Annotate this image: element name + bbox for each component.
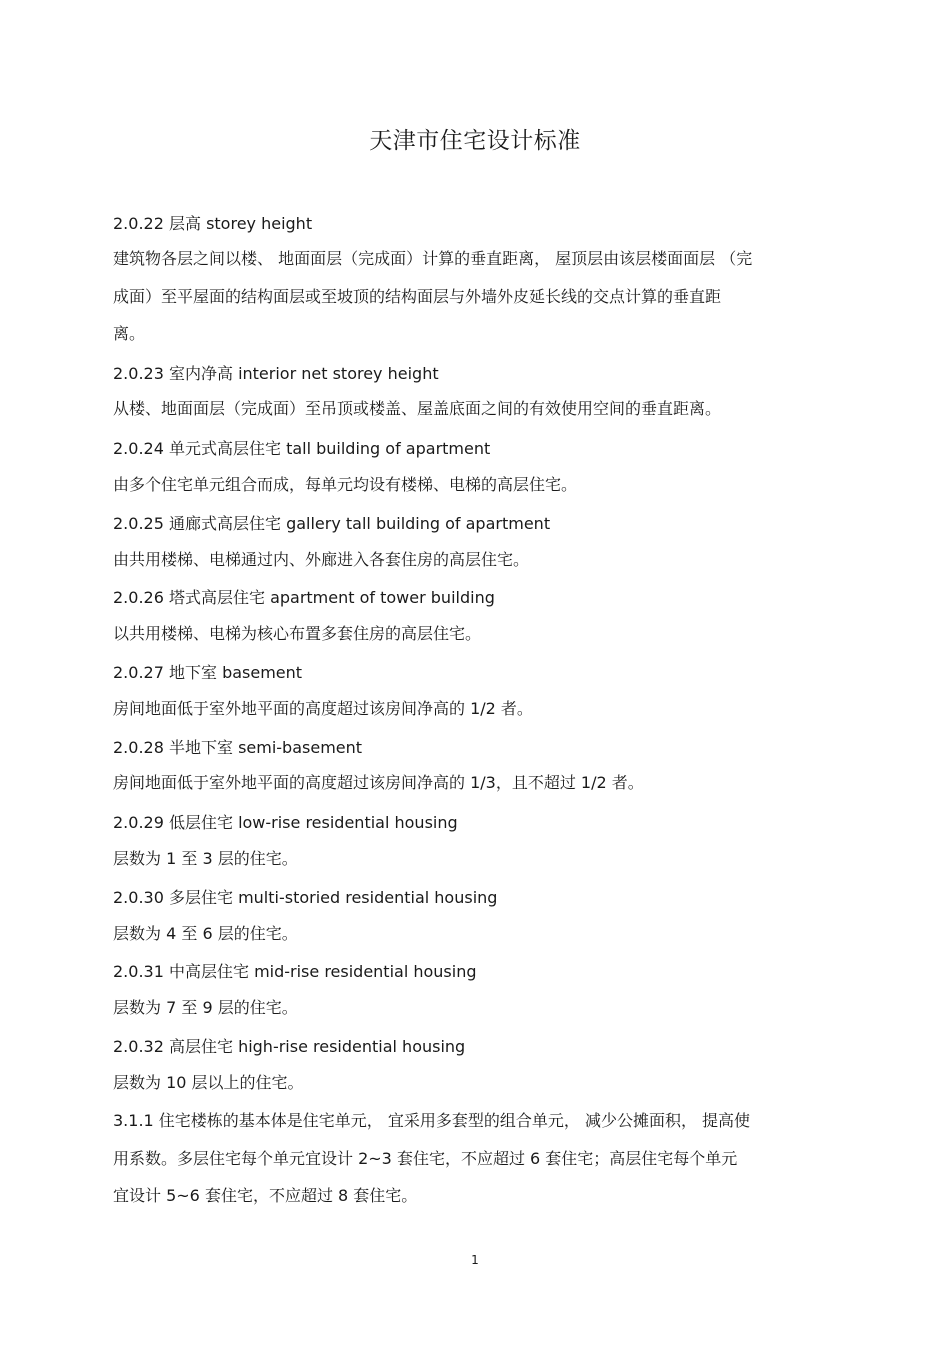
term-heading-2-0-28: 2.0.28 半地下室 semi-basement (113, 738, 363, 757)
term-heading-2-0-23: 2.0.23 室内净高 interior net storey height (113, 364, 439, 383)
term-definition-line: 从楼、地面面层（完成面）至吊顶或楼盖、屋盖底面之间的有效使用空间的垂直距离。 (113, 399, 722, 418)
term-definition-line: 由多个住宅单元组合而成，每单元均设有楼梯、电梯的高层住宅。 (113, 475, 578, 494)
term-heading-2-0-24: 2.0.24 单元式高层住宅 tall building of apartment (113, 439, 491, 458)
term-definition-line: 层数为 7 至 9 层的住宅。 (113, 998, 298, 1017)
term-heading-2-0-27: 2.0.27 地下室 basement (113, 663, 303, 682)
term-heading-2-0-22: 2.0.22 层高 storey height (113, 214, 313, 233)
clause-3-1-1-line: 用系数。多层住宅每个单元宜设计 2~3 套住宅，不应超过 6 套住宅；高层住宅每个单元 (113, 1149, 738, 1168)
term-definition-line: 成面）至平屋面的结构面层或至坡顶的结构面层与外墙外皮延长线的交点计算的垂直距 (113, 287, 722, 306)
term-heading-2-0-29: 2.0.29 低层住宅 low-rise residential housing (113, 813, 458, 832)
term-definition-line: 建筑物各层之间以楼、 地面面层（完成面）计算的垂直距离， 屋顶层由该层楼面面层 （完 (113, 249, 753, 268)
term-heading-2-0-32: 2.0.32 高层住宅 high-rise residential housing (113, 1037, 466, 1056)
term-definition-line: 房间地面低于室外地平面的高度超过该房间净高的 1/3，且不超过 1/2 者。 (113, 773, 644, 792)
term-definition-line: 离。 (113, 324, 146, 343)
term-heading-2-0-26: 2.0.26 塔式高层住宅 apartment of tower building (113, 588, 495, 607)
term-heading-2-0-30: 2.0.30 多层住宅 multi-storied residential housing (113, 888, 498, 907)
clause-3-1-1-line: 宜设计 5~6 套住宅，不应超过 8 套住宅。 (113, 1186, 418, 1205)
page-number: 1 (471, 1253, 479, 1267)
term-heading-2-0-25: 2.0.25 通廊式高层住宅 gallery tall building of apartment (113, 514, 551, 533)
term-definition-line: 房间地面低于室外地平面的高度超过该房间净高的 1/2 者。 (113, 699, 533, 718)
term-definition-line: 以共用楼梯、电梯为核心布置多套住房的高层住宅。 (113, 624, 482, 643)
term-heading-2-0-31: 2.0.31 中高层住宅 mid-rise residential housing (113, 962, 477, 981)
term-definition-line: 层数为 4 至 6 层的住宅。 (113, 924, 298, 943)
term-definition-line: 层数为 10 层以上的住宅。 (113, 1073, 304, 1092)
page-title: 天津市住宅设计标准 (369, 128, 581, 154)
term-definition-line: 由共用楼梯、电梯通过内、外廊进入各套住房的高层住宅。 (113, 550, 530, 569)
term-definition-line: 层数为 1 至 3 层的住宅。 (113, 849, 298, 868)
clause-3-1-1-line: 3.1.1 住宅楼栋的基本体是住宅单元， 宜采用多套型的组合单元， 减少公摊面积， 提高使 (113, 1111, 751, 1130)
